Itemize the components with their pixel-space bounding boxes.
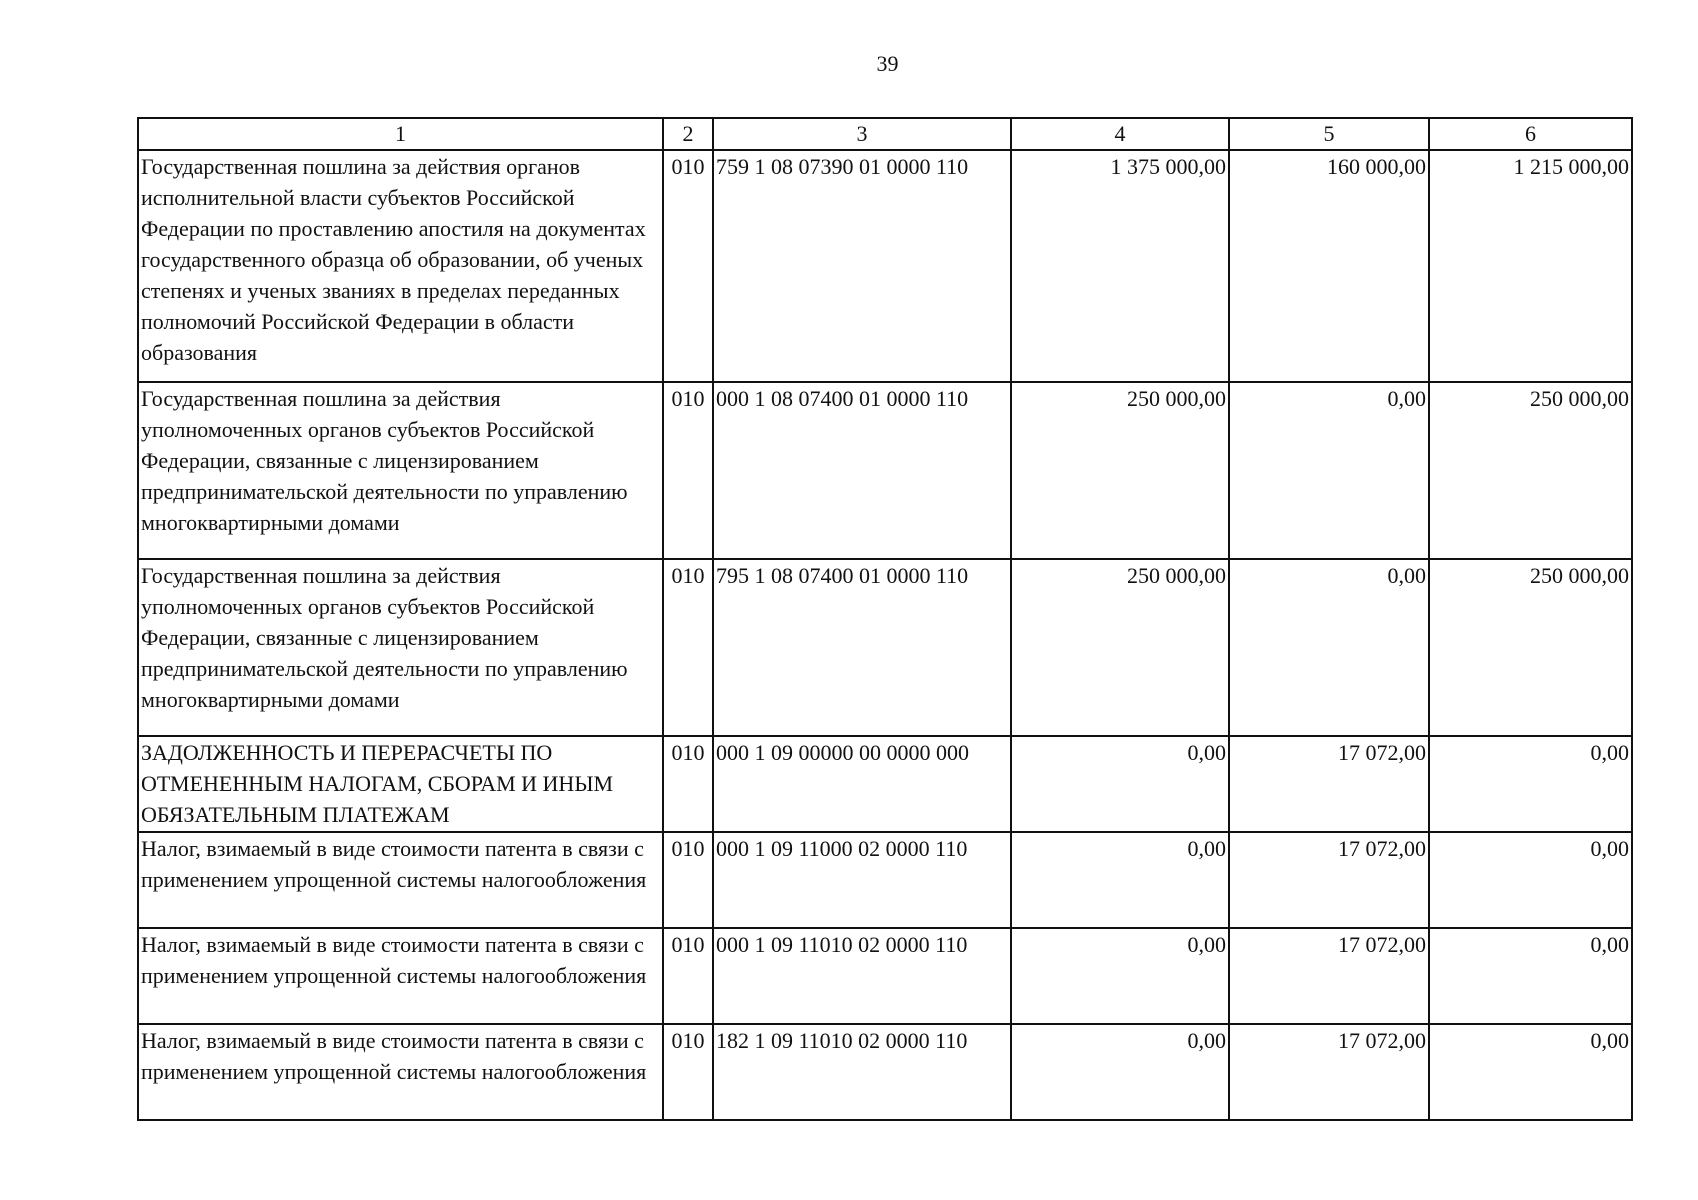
row-col5-value: 17 072,00 <box>1229 928 1429 1024</box>
table-row <box>138 832 1632 928</box>
revenue-table <box>137 117 1633 1121</box>
row-line-code: 010 <box>663 736 713 832</box>
row-col5-value: 0,00 <box>1229 382 1429 559</box>
row-line-code: 010 <box>663 832 713 928</box>
row-name: ЗАДОЛЖЕННОСТЬ И ПЕРЕРАСЧЕТЫ ПО ОТМЕНЕННЫМ НАЛОГАМ, СБОРАМ И ИНЫМ ОБЯЗАТЕЛЬНЫМ ПЛАТЕЖАМ <box>138 736 663 832</box>
row-col4-value: 250 000,00 <box>1011 559 1229 736</box>
row-name: Государственная пошлина за действия органов исполнительной власти субъектов Российской Федерации по проставлению апостиля на документах государственного образца об образовании, об ученых степенях и ученых званиях в пределах переданных полномочий Российской Федерации в области образования <box>138 150 663 382</box>
row-col4-value: 0,00 <box>1011 736 1229 832</box>
row-line-code: 010 <box>663 559 713 736</box>
row-col6-value: 1 215 000,00 <box>1429 150 1632 382</box>
row-col6-value: 0,00 <box>1429 928 1632 1024</box>
table-row <box>138 382 1632 559</box>
table-row <box>138 928 1632 1024</box>
row-col5-value: 17 072,00 <box>1229 736 1429 832</box>
row-name: Налог, взимаемый в виде стоимости патента в связи с применением упрощенной системы налогообложения <box>138 928 663 1024</box>
row-name: Налог, взимаемый в виде стоимости патента в связи с применением упрощенной системы налогообложения <box>138 1024 663 1120</box>
col-header-2: 2 <box>663 118 713 150</box>
col-header-3: 3 <box>713 118 1011 150</box>
row-budget-code: 000 1 09 00000 00 0000 000 <box>713 736 1011 832</box>
table-row <box>138 736 1632 832</box>
header-row <box>138 118 1632 150</box>
row-col5-value: 17 072,00 <box>1229 832 1429 928</box>
row-budget-code: 182 1 09 11010 02 0000 110 <box>713 1024 1011 1120</box>
row-name: Налог, взимаемый в виде стоимости патента в связи с применением упрощенной системы налогообложения <box>138 832 663 928</box>
row-col6-value: 250 000,00 <box>1429 382 1632 559</box>
row-line-code: 010 <box>663 1024 713 1120</box>
row-col6-value: 0,00 <box>1429 736 1632 832</box>
row-line-code: 010 <box>663 150 713 382</box>
row-col6-value: 0,00 <box>1429 832 1632 928</box>
row-name: Государственная пошлина за действия уполномоченных органов субъектов Российской Федерации, связанные с лицензированием предпринимательской деятельности по управлению многоквартирными домами <box>138 559 663 736</box>
row-col6-value: 0,00 <box>1429 1024 1632 1120</box>
table-row <box>138 150 1632 382</box>
col-header-1: 1 <box>138 118 663 150</box>
row-col4-value: 1 375 000,00 <box>1011 150 1229 382</box>
row-line-code: 010 <box>663 928 713 1024</box>
row-col5-value: 160 000,00 <box>1229 150 1429 382</box>
row-col6-value: 250 000,00 <box>1429 559 1632 736</box>
row-budget-code: 000 1 09 11000 02 0000 110 <box>713 832 1011 928</box>
row-budget-code: 759 1 08 07390 01 0000 110 <box>713 150 1011 382</box>
row-col4-value: 0,00 <box>1011 832 1229 928</box>
row-col4-value: 250 000,00 <box>1011 382 1229 559</box>
row-name: Государственная пошлина за действия уполномоченных органов субъектов Российской Федерации, связанные с лицензированием предпринимательской деятельности по управлению многоквартирными домами <box>138 382 663 559</box>
page-number: 39 <box>876 51 899 76</box>
row-line-code: 010 <box>663 382 713 559</box>
col-header-4: 4 <box>1011 118 1229 150</box>
row-budget-code: 795 1 08 07400 01 0000 110 <box>713 559 1011 736</box>
col-header-6: 6 <box>1429 118 1632 150</box>
col-header-5: 5 <box>1229 118 1429 150</box>
table-row <box>138 1024 1632 1120</box>
row-col5-value: 0,00 <box>1229 559 1429 736</box>
row-col4-value: 0,00 <box>1011 1024 1229 1120</box>
table-row <box>138 559 1632 736</box>
row-col4-value: 0,00 <box>1011 928 1229 1024</box>
row-col5-value: 17 072,00 <box>1229 1024 1429 1120</box>
row-budget-code: 000 1 09 11010 02 0000 110 <box>713 928 1011 1024</box>
row-budget-code: 000 1 08 07400 01 0000 110 <box>713 382 1011 559</box>
